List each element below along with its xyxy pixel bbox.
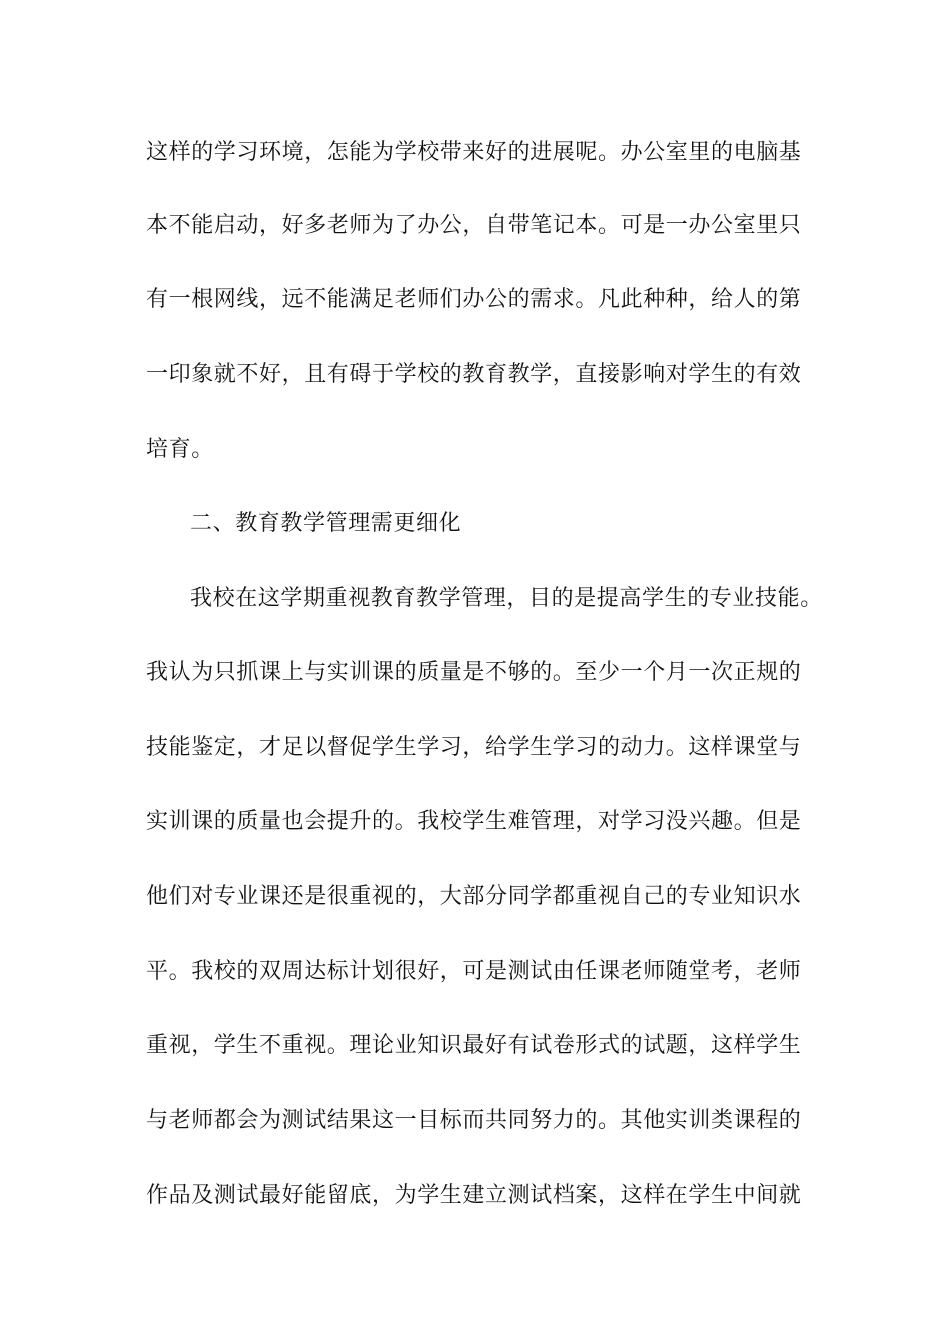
paragraph-1-line-4: 一印象就不好，且有碍于学校的教育教学，直接影响对学生的有效: [146, 362, 802, 387]
paragraph-2-line-8: 与老师都会为测试结果这一目标而共同努力的。其他实训类课程的: [146, 1108, 802, 1133]
paragraph-2-line-7: 重视，学生不重视。理论业知识最好有试卷形式的试题，这样学生: [146, 1033, 802, 1058]
paragraph-2-line-4: 实训课的质量也会提升的。我校学生难管理，对学习没兴趣。但是: [146, 809, 802, 834]
paragraph-2-line-2: 我认为只抓课上与实训课的质量是不够的。至少一个月一次正规的: [146, 660, 802, 685]
paragraph-2-line-3: 技能鉴定，才足以督促学生学习，给学生学习的动力。这样课堂与: [146, 735, 802, 760]
paragraph-1-line-1: 这样的学习环境，怎能为学校带来好的进展呢。办公室里的电脑基: [146, 140, 802, 165]
paragraph-2-line-6: 平。我校的双周达标计划很好，可是测试由任课老师随堂考，老师: [146, 959, 802, 984]
paragraph-2-line-1: 我校在这学期重视教育教学管理，目的是提高学生的专业技能。: [190, 586, 823, 611]
paragraph-2-line-5: 他们对专业课还是很重视的，大部分同学都重视自己的专业知识水: [146, 884, 802, 909]
paragraph-2-line-9: 作品及测试最好能留底，为学生建立测试档案，这样在学生中间就: [146, 1183, 802, 1208]
paragraph-1-line-3: 有一根网线，远不能满足老师们办公的需求。凡此种种，给人的第: [146, 287, 802, 312]
section-heading: 二、教育教学管理需更细化: [190, 511, 462, 536]
paragraph-1-line-5: 培育。: [146, 437, 214, 462]
paragraph-1-line-2: 本不能启动，好多老师为了办公，自带笔记本。可是一办公室里只: [146, 213, 802, 238]
